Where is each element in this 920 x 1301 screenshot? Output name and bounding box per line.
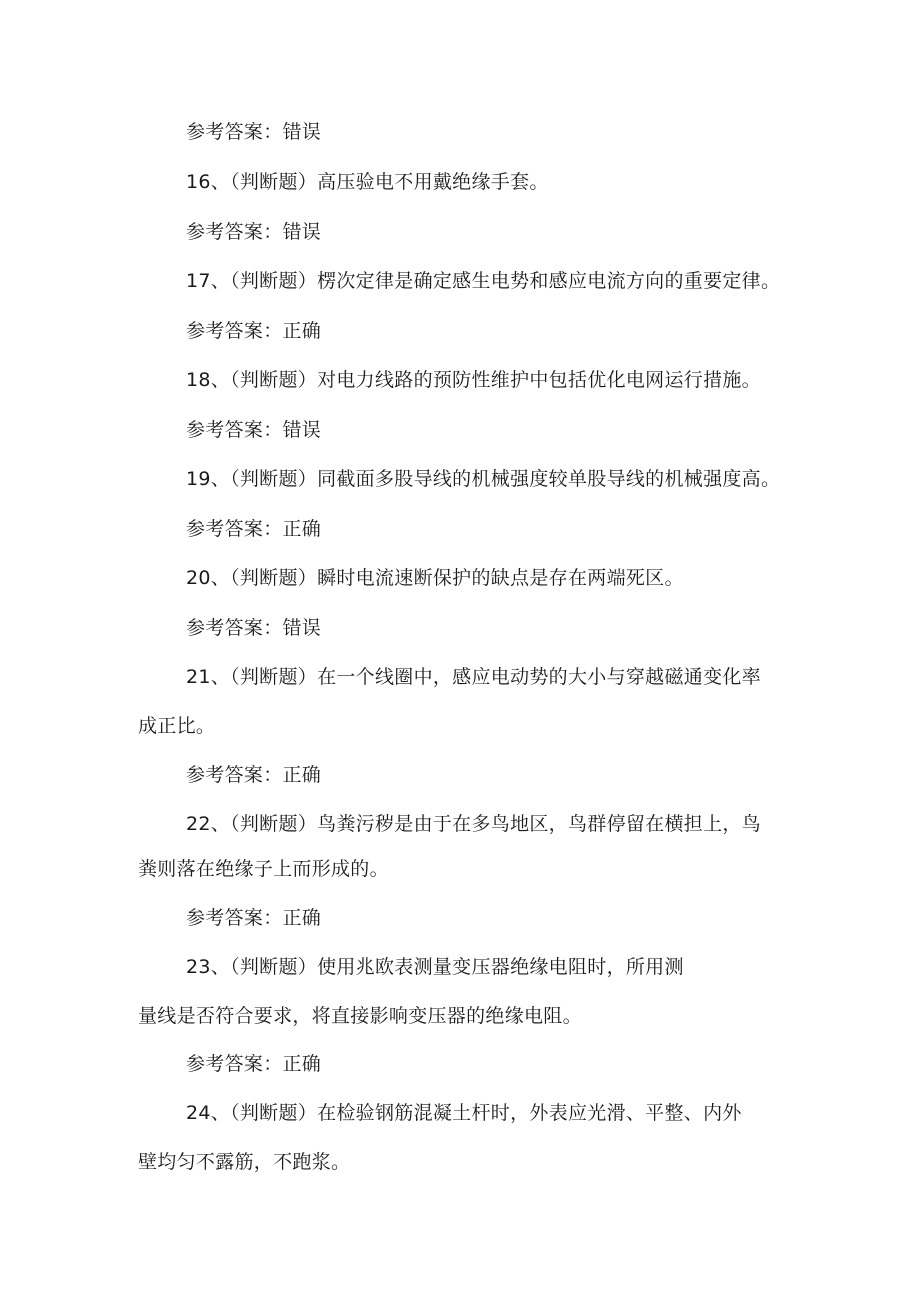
answer-20: 参考答案：错误 [186, 617, 322, 639]
question-22: 22、（判断题）鸟粪污秽是由于在多鸟地区，鸟群停留在横担上，鸟 [186, 813, 761, 835]
question-17: 17、（判断题）楞次定律是确定感生电势和感应电流方向的重要定律。 [186, 270, 781, 292]
answer-23: 参考答案：正确 [186, 1053, 322, 1075]
answer-19: 参考答案：正确 [186, 518, 322, 540]
question-23: 23、（判断题）使用兆欧表测量变压器绝缘电阻时，所用测 [186, 956, 684, 978]
answer-16: 参考答案：错误 [186, 221, 322, 243]
question-21: 21、（判断题）在一个线圈中，感应电动势的大小与穿越磁通变化率 [186, 666, 761, 688]
answer-18: 参考答案：错误 [186, 419, 322, 441]
question-24-continued: 壁均匀不露筋，不跑浆。 [138, 1151, 351, 1173]
question-24: 24、（判断题）在检验钢筋混凝土杆时，外表应光滑、平整、内外 [186, 1102, 742, 1124]
question-20: 20、（判断题）瞬时电流速断保护的缺点是存在两端死区。 [186, 567, 684, 589]
question-22-continued: 粪则落在绝缘子上而形成的。 [138, 858, 389, 880]
answer-22: 参考答案：正确 [186, 907, 322, 929]
question-16: 16、（判断题）高压验电不用戴绝缘手套。 [186, 171, 549, 193]
question-23-continued: 量线是否符合要求，将直接影响变压器的绝缘电阻。 [138, 1005, 582, 1027]
answer-15: 参考答案：错误 [186, 121, 322, 143]
answer-21: 参考答案：正确 [186, 764, 322, 786]
question-18: 18、（判断题）对电力线路的预防性维护中包括优化电网运行措施。 [186, 369, 761, 391]
question-19: 19、（判断题）同截面多股导线的机械强度较单股导线的机械强度高。 [186, 468, 781, 490]
question-21-continued: 成正比。 [138, 715, 216, 737]
answer-17: 参考答案：正确 [186, 320, 322, 342]
